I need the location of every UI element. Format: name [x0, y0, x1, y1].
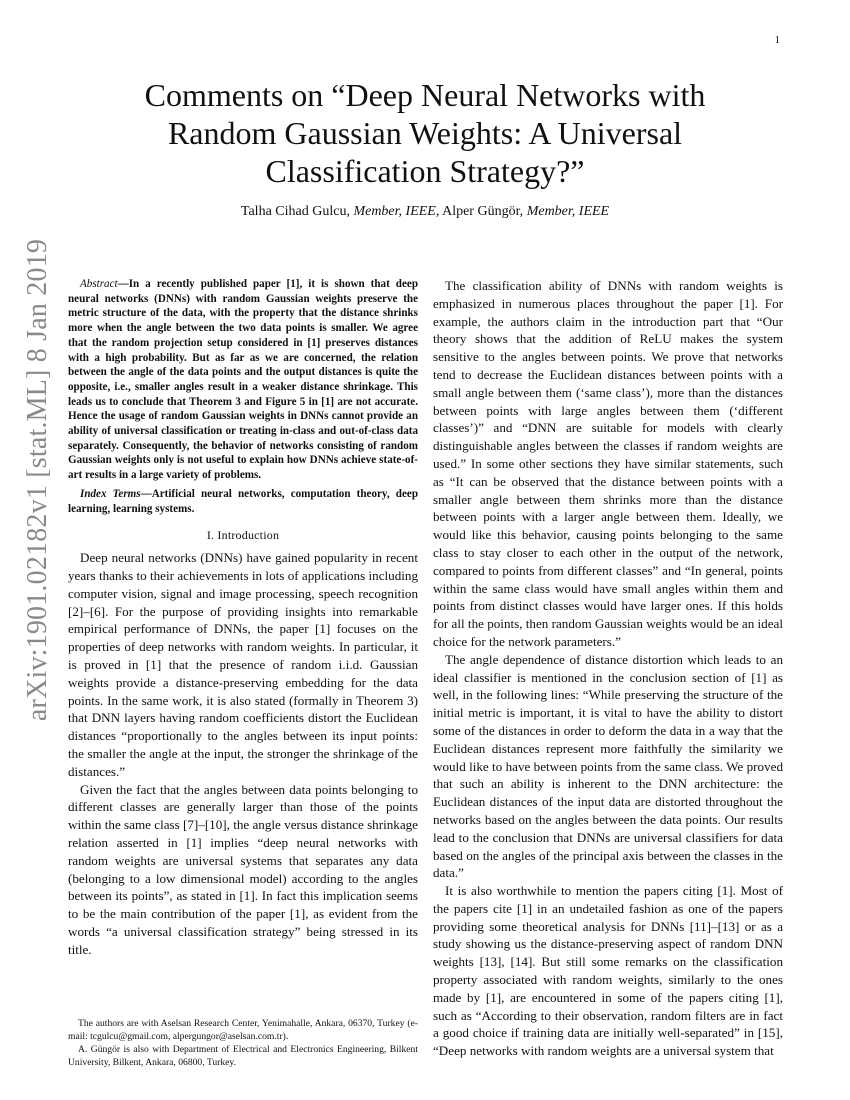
index-terms	[68, 487, 418, 516]
right-paragraph-1: The classification ability of DNNs with random weights is emphasized in numerous places throughout the paper [1]. For example, the authors claim in the introduction part that “Our theory shows that the addition of ReLU makes the system sensitive to the angles between points. We prove that networks tend to decrease the Euclidean distances between points with a small angle between them (‘same class’), more than the distances between points with large angles between them (‘different classes’)” and “DNN are suitable for models with clearly distinguishable angles between the classes if random weights are used.” In some other sections they have similar statements, such as “It can be observed that the distance between points with a smaller angle between them shrinks more than the distance between points with a larger angle between them. Ideally, we would like this behavior, causing points belonging to the same class to stay closer to each other in the output of the network, compared to points from different classes” and “In general, points within the same class would have small angles within them and points from distinct classes would have larger ones. If this holds for all the points, then random Gaussian weights would be an ideal choice for the network parameters.”	[433, 278, 783, 649]
right-paragraph-2: The angle dependence of distance distortion which leads to an ideal classifier is mentioned in the conclusion section of [1] as well, in the following lines: “While preserving the structure of the initial metric is important, it is vital to have the ability to distort some of the distances in order to deform the data in a way that the Euclidean distances represent more faithfully the similarity we would like to have between points from the same class. We proved that such an ability is inherent to the DNN architecture: the Euclidean distances of the input data are distorted throughout the networks based on the angles between the data points. Our results lead to the conclusion that DNNs are universal classifiers for data based on the angles of the principal axis between the classes in the data.”	[433, 651, 783, 881]
footnote-secondary-affiliation: A. Güngör is also with Department of Electrical and Electronics Engineering, Bilkent University, Bilkent, Ankara, 06800, Turkey.	[68, 1044, 418, 1068]
section-heading-introduction: I. Introduction	[206, 528, 280, 543]
abstract	[68, 277, 418, 483]
author-1-role: Member, IEEE,	[353, 204, 440, 219]
right-column	[433, 277, 783, 1060]
intro-paragraph-2: Given the fact that the angles between data points belonging to different classes are generally larger than those of the points within the same class [7]–[10], the angle versus distance shrinkage relation asserted in [1] implies “deep neural networks with random weights are universal systems that separates any data (belonging to a low dimensional model) according to the angles between its points”, as stated in [1]. In fact this implication seems to be the main contribution of the paper [1], as evident from the words “a universal classification strategy” being stressed in its title.	[68, 781, 418, 957]
abstract-label: Abstract	[80, 278, 118, 290]
footnote	[68, 1017, 418, 1069]
paper-title: Comments on “Deep Neural Networks with Random Gaussian Weights: A Universal Classification Strategy?”	[144, 77, 706, 189]
index-terms-label: Index Terms	[80, 487, 141, 500]
abstract-text: —In a recently published paper [1], it is shown that deep neural networks (DNNs) with random Gaussian weights preserve the metric structure of the data, with the property that the distance shrinks more when the angle between the two data points is smaller. We agree that the random projection setup considered in [1] preserves distances with a high probability. But as far as we are concerned, the relation between the angle of the data points and the output distances is quite the opposite, i.e., smaller angles result in a weaker distance shrinkage. This leads us to conclude that Theorem 3 and Figure 5 in [1] are not accurate. Hence the usage of random Gaussian weights in DNNs cannot provide an ability of universal classification or treating in-class and out-of-class data separately. Consequently, the behavior of networks consisting of random Gaussian weights only is not useful to explain how DNNs achieve state-of-art results in a large variety of problems.	[68, 278, 418, 482]
index-terms-text: —Artificial neural networks, computation theory, deep learning, learning systems.	[68, 487, 418, 515]
left-column	[68, 277, 418, 959]
intro-paragraph-1: Deep neural networks (DNNs) have gained popularity in recent years thanks to their achievements in lots of applications including computer vision, signal and image processing, speech recognition [2]–[6]. For the purpose of providing insights into remarkable empirical performance of DNNs, the paper [1] focuses on the properties of deep networks with random weights. In particular, it is proved in [1] that the presence of random i.i.d. Gaussian weights provide a distance-preserving embedding for the data points. In the same work, it is also stated (formally in Theorem 3) that DNN layers having random coefficients distort the Euclidean distances “proportionally to the angles between its input points: the smaller the angle at the input, the stronger the shrinkage of the distances.”	[68, 550, 418, 779]
author-2: Alper Güngör,	[439, 204, 527, 219]
author-2-role: Member, IEEE	[526, 204, 610, 219]
arxiv-stamp: arXiv:1901.02182v1 [stat.ML] 8 Jan 2019	[22, 238, 53, 722]
footnote-affiliation: The authors are with Aselsan Research Center, Yenimahalle, Ankara, 06370, Turkey (e-mail: tcgulcu@gmail.com, alpergungor@aselsan.com.tr).	[68, 1018, 418, 1042]
author-line	[110, 204, 740, 220]
page-number: 1	[774, 34, 780, 46]
author-1: Talha Cihad Gulcu,	[240, 204, 354, 219]
right-paragraph-3: It is also worthwhile to mention the papers citing [1]. Most of the papers cite [1] in an undetailed fashion as one of the papers providing some theoretical analysis for DNNs [11]–[13] or as a study showing us the distance-preserving aspect of random DNN weights [13], [14]. But still some remarks on the classification property associated with random weights, similarly to the ones made by [1], are encountered in some of the papers citing [1], such as “According to their observation, random filters are in fact a good choice if training data are initially well-separated” in [15], “Deep networks with random weights are a universal system that	[433, 883, 783, 1059]
